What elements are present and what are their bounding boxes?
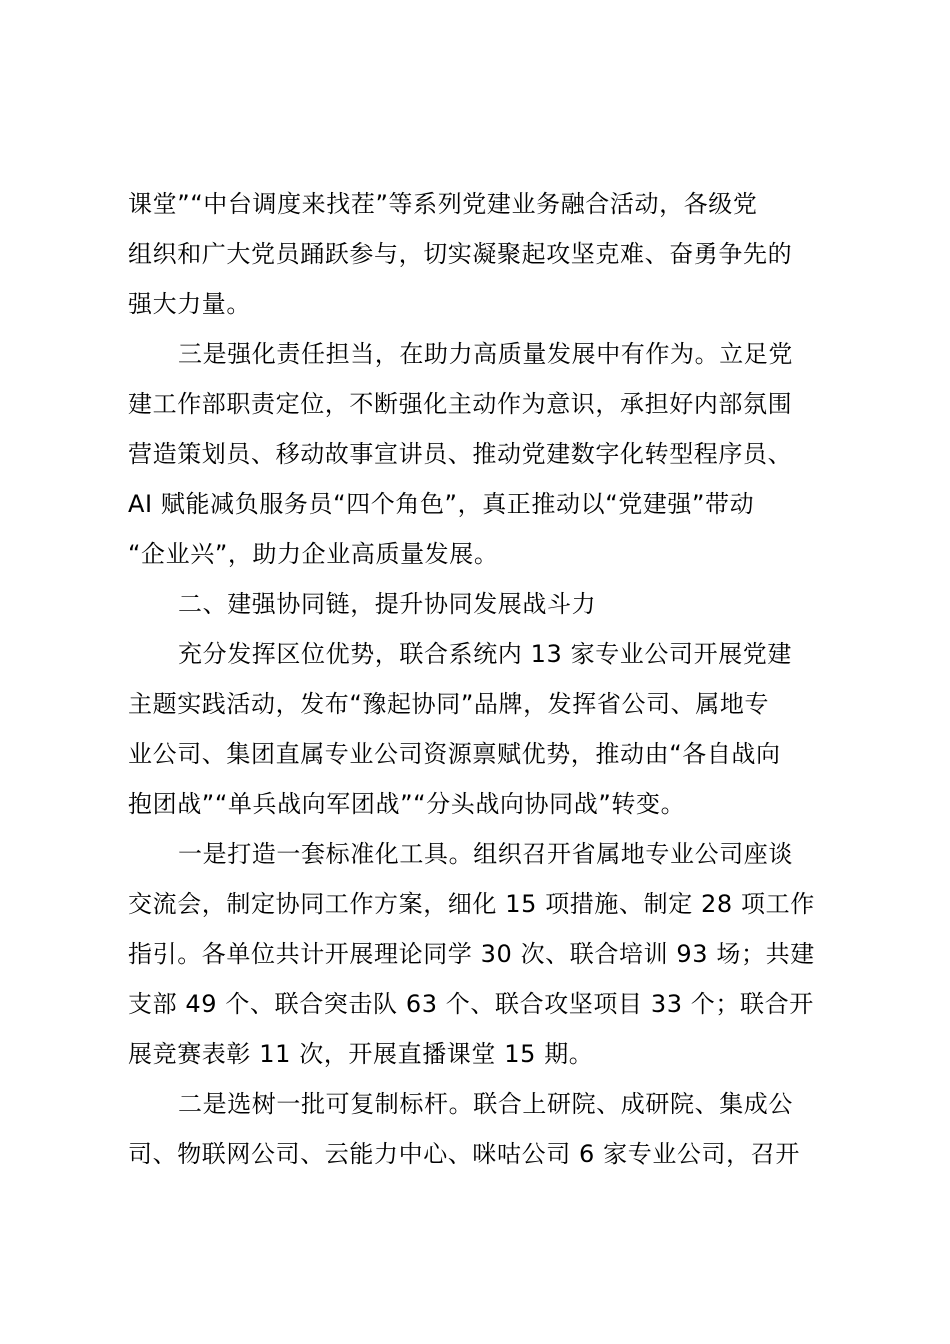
body-text-line: AI 赋能减负服务员“四个角色”，真正推动以“党建强”带动 — [128, 490, 755, 518]
body-text-line: 抱团战”“单兵战向军团战”“分头战向协同战”转变。 — [128, 790, 686, 818]
paragraph-start-line: 三是强化责任担当，在助力高质量发展中有作为。立足党 — [178, 340, 793, 368]
paragraph-start-line: 充分发挥区位优势，联合系统内 13 家专业公司开展党建 — [178, 640, 792, 668]
section-heading: 二、建强协同链，提升协同发展战斗力 — [178, 590, 597, 618]
body-text-line: 主题实践活动，发布“豫起协同”品牌，发挥省公司、属地专 — [128, 690, 770, 718]
body-text-line: 司、物联网公司、云能力中心、咪咕公司 6 家专业公司，召开 — [128, 1140, 800, 1168]
body-text-line: 展竞赛表彰 11 次，开展直播课堂 15 期。 — [128, 1040, 594, 1068]
body-text-line: 指引。各单位共计开展理论同学 30 次、联合培训 93 场；共建 — [128, 940, 815, 968]
body-text-line: 业公司、集团直属专业公司资源禀赋优势，推动由“各自战向 — [128, 740, 781, 768]
body-text-line: 组织和广大党员踊跃参与，切实凝聚起攻坚克难、奋勇争先的 — [128, 240, 793, 268]
body-text-line: “企业兴”，助力企业高质量发展。 — [128, 540, 499, 568]
paragraph-start-line: 二是选树一批可复制标杆。联合上研院、成研院、集成公 — [178, 1090, 793, 1118]
body-text-line: 建工作部职责定位，不断强化主动作为意识，承担好内部氛围 — [128, 390, 793, 418]
body-text-line: 支部 49 个、联合突击队 63 个、联合攻坚项目 33 个；联合开 — [128, 990, 814, 1018]
body-text-line: 强大力量。 — [128, 290, 251, 318]
body-text-line: 交流会，制定协同工作方案，细化 15 项措施、制定 28 项工作 — [128, 890, 815, 918]
body-text-line: 课堂”“中台调度来找茬”等系列党建业务融合活动，各级党 — [128, 190, 758, 218]
body-text-line: 营造策划员、移动故事宣讲员、推动党建数字化转型程序员、 — [128, 440, 793, 468]
paragraph-start-line: 一是打造一套标准化工具。组织召开省属地专业公司座谈 — [178, 840, 793, 868]
